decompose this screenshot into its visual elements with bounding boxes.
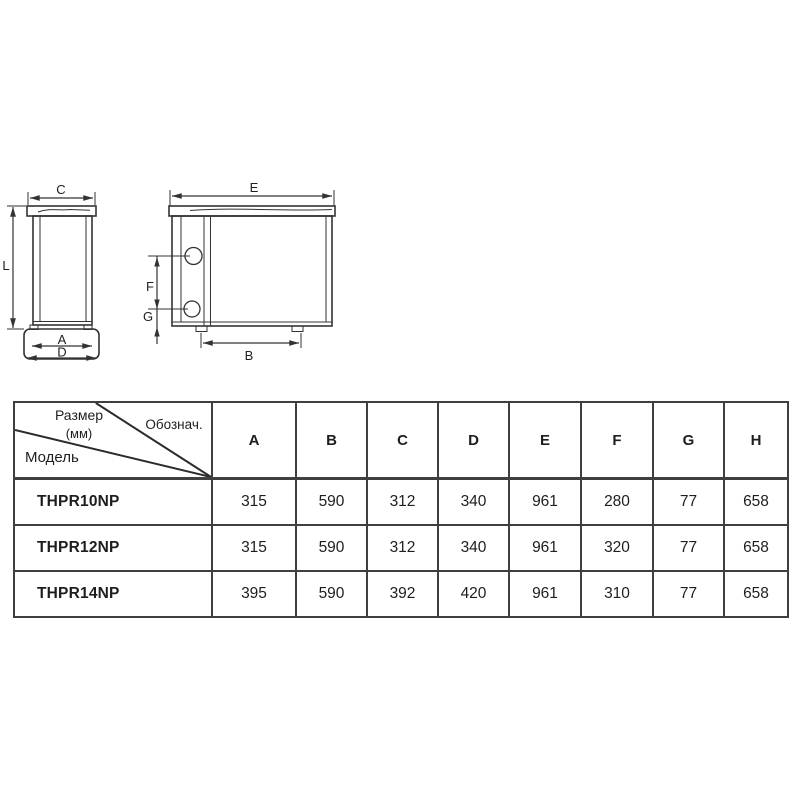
column-header-b: B [296, 402, 367, 479]
dim-label-c: C [56, 182, 66, 197]
dim-label-b: B [244, 348, 254, 363]
table-cell: 590 [296, 525, 367, 571]
corner-unit-label: (мм) [65, 426, 93, 441]
dim-label-e: E [249, 180, 259, 195]
table-cell: 420 [438, 571, 509, 617]
dimension-drawings [0, 0, 800, 395]
model-cell: THPR14NP [14, 571, 212, 617]
dim-label-d: D [57, 344, 67, 360]
table-cell: 340 [438, 479, 509, 526]
table-cell: 312 [367, 525, 438, 571]
table-header-row [14, 402, 788, 479]
column-header-e: E [509, 402, 581, 479]
table-cell: 392 [367, 571, 438, 617]
column-header-f: F [581, 402, 653, 479]
column-header-a: A [212, 402, 296, 479]
table-row [14, 571, 788, 617]
table-cell: 315 [212, 479, 296, 526]
dim-label-g: G [142, 309, 154, 324]
dim-label-a: A [57, 332, 67, 347]
table-cell: 77 [653, 525, 724, 571]
table-cell: 590 [296, 571, 367, 617]
front-view-drawing [143, 180, 335, 363]
table-cell: 395 [212, 571, 296, 617]
table-cell: 280 [581, 479, 653, 526]
table-row [14, 479, 788, 526]
corner-model-label: Модель [25, 449, 79, 466]
table-cell: 315 [212, 525, 296, 571]
dim-label-f: F [146, 279, 154, 294]
table-corner-cell [14, 402, 212, 479]
column-header-c: C [367, 402, 438, 479]
model-cell: THPR10NP [14, 479, 212, 526]
table-cell: 658 [724, 479, 788, 526]
dim-label-l: L [2, 258, 10, 273]
model-cell: THPR12NP [14, 525, 212, 571]
corner-size-label: Размер [54, 407, 104, 423]
corner-designation-label: Обознач. [145, 417, 203, 432]
table-cell: 77 [653, 571, 724, 617]
table-cell: 340 [438, 525, 509, 571]
table-cell: 658 [724, 571, 788, 617]
table-cell: 961 [509, 479, 581, 526]
table-cell: 590 [296, 479, 367, 526]
table-cell: 961 [509, 525, 581, 571]
table-cell: 310 [581, 571, 653, 617]
table-cell: 961 [509, 571, 581, 617]
table-cell: 658 [724, 525, 788, 571]
table-cell: 77 [653, 479, 724, 526]
table-cell: 320 [581, 525, 653, 571]
column-header-h: H [724, 402, 788, 479]
column-header-d: D [438, 402, 509, 479]
dimensions-table [13, 401, 789, 618]
column-header-g: G [653, 402, 724, 479]
table-row [14, 525, 788, 571]
side-view-drawing [2, 182, 99, 360]
table-cell: 312 [367, 479, 438, 526]
